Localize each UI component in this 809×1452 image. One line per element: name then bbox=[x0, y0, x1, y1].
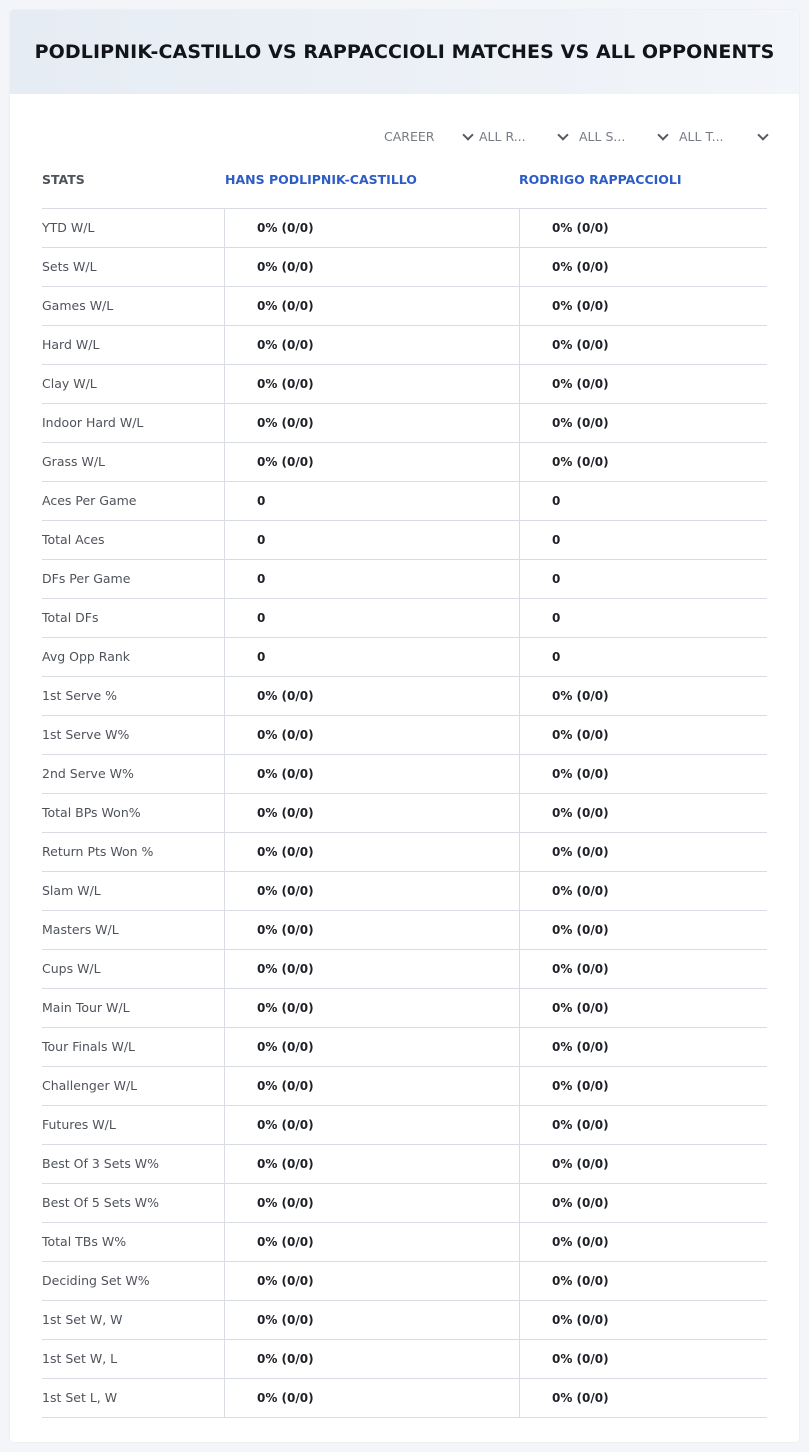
stat-label: Hard W/L bbox=[42, 337, 100, 352]
player2-value: 0% (0/0) bbox=[552, 1391, 609, 1405]
player1-value-cell bbox=[224, 1301, 519, 1339]
player2-value: 0% (0/0) bbox=[552, 1001, 609, 1015]
player2-value: 0% (0/0) bbox=[552, 377, 609, 391]
player2-value-cell bbox=[519, 872, 768, 910]
player2-value: 0% (0/0) bbox=[552, 1235, 609, 1249]
player1-value-cell bbox=[224, 989, 519, 1027]
stats-card bbox=[10, 10, 799, 1442]
table-row bbox=[42, 755, 767, 794]
chevron-down-icon bbox=[757, 129, 768, 140]
player2-value: 0% (0/0) bbox=[552, 884, 609, 898]
player1-value: 0 bbox=[257, 494, 266, 508]
stat-label: Best Of 5 Sets W% bbox=[42, 1195, 160, 1210]
stat-label: Challenger W/L bbox=[42, 1078, 138, 1093]
player1-value: 0% (0/0) bbox=[257, 1274, 314, 1288]
player1-value: 0% (0/0) bbox=[257, 689, 314, 703]
stat-label: Indoor Hard W/L bbox=[42, 415, 144, 430]
player1-value: 0 bbox=[257, 533, 266, 547]
player1-value: 0% (0/0) bbox=[257, 884, 314, 898]
filter-label: CAREER bbox=[384, 128, 435, 144]
player2-link[interactable]: RODRIGO RAPPACCIOLI bbox=[519, 172, 682, 187]
table-row bbox=[42, 521, 767, 560]
stat-label: Sets W/L bbox=[42, 259, 97, 274]
player1-value-cell bbox=[224, 716, 519, 754]
player1-value-cell bbox=[224, 1340, 519, 1378]
player1-value-cell bbox=[224, 1106, 519, 1144]
player1-value-cell bbox=[224, 1184, 519, 1222]
player1-value-cell bbox=[224, 1145, 519, 1183]
player1-value-cell bbox=[224, 326, 519, 364]
player1-value-cell bbox=[224, 1067, 519, 1105]
table-header bbox=[42, 170, 767, 209]
table-row bbox=[42, 482, 767, 521]
player2-value: 0% (0/0) bbox=[552, 299, 609, 313]
player2-value-cell bbox=[519, 1223, 768, 1261]
stat-label: Total TBs W% bbox=[42, 1234, 127, 1249]
player1-value: 0% (0/0) bbox=[257, 728, 314, 742]
stat-label: Deciding Set W% bbox=[42, 1273, 150, 1288]
stats-table bbox=[42, 170, 767, 1418]
table-row bbox=[42, 833, 767, 872]
stat-label: YTD W/L bbox=[42, 220, 95, 235]
player1-value-cell bbox=[224, 872, 519, 910]
table-row bbox=[42, 1223, 767, 1262]
stat-label: 1st Set L, W bbox=[42, 1390, 118, 1405]
player1-value: 0% (0/0) bbox=[257, 1235, 314, 1249]
player2-value: 0% (0/0) bbox=[552, 1274, 609, 1288]
chevron-down-icon bbox=[657, 129, 668, 140]
table-row bbox=[42, 326, 767, 365]
stat-label: Masters W/L bbox=[42, 922, 119, 937]
stat-label: 1st Set W, L bbox=[42, 1351, 118, 1366]
table-row bbox=[42, 950, 767, 989]
tournament-filter-select[interactable] bbox=[679, 124, 771, 148]
player1-value: 0% (0/0) bbox=[257, 1118, 314, 1132]
player1-value: 0 bbox=[257, 572, 266, 586]
chevron-down-icon bbox=[462, 129, 473, 140]
table-row bbox=[42, 248, 767, 287]
table-row bbox=[42, 1184, 767, 1223]
table-row bbox=[42, 1340, 767, 1379]
table-row bbox=[42, 638, 767, 677]
table-row bbox=[42, 209, 767, 248]
player1-value: 0% (0/0) bbox=[257, 260, 314, 274]
player2-value-cell bbox=[519, 716, 768, 754]
stat-label: Futures W/L bbox=[42, 1117, 116, 1132]
player2-value-cell bbox=[519, 1262, 768, 1300]
table-row bbox=[42, 599, 767, 638]
player2-value: 0% (0/0) bbox=[552, 1313, 609, 1327]
player2-value: 0% (0/0) bbox=[552, 1157, 609, 1171]
page-title: PODLIPNIK-CASTILLO VS RAPPACCIOLI MATCHES VS ALL OPPONENTS bbox=[34, 41, 775, 63]
player2-value: 0% (0/0) bbox=[552, 962, 609, 976]
stat-label: Total DFs bbox=[42, 610, 99, 625]
player2-value-cell bbox=[519, 443, 768, 481]
stat-label: 1st Serve % bbox=[42, 688, 118, 703]
player1-value-cell bbox=[224, 677, 519, 715]
player2-value-cell bbox=[519, 1067, 768, 1105]
player2-value-cell bbox=[519, 365, 768, 403]
player1-value: 0% (0/0) bbox=[257, 338, 314, 352]
stat-label: DFs Per Game bbox=[42, 571, 131, 586]
player2-value: 0 bbox=[552, 572, 561, 586]
player2-value: 0% (0/0) bbox=[552, 923, 609, 937]
table-row bbox=[42, 365, 767, 404]
player1-value: 0% (0/0) bbox=[257, 1157, 314, 1171]
stat-label: Avg Opp Rank bbox=[42, 649, 131, 664]
stat-label: Best Of 3 Sets W% bbox=[42, 1156, 160, 1171]
stat-label: Slam W/L bbox=[42, 883, 101, 898]
table-body bbox=[42, 209, 767, 1418]
player2-value-cell bbox=[519, 326, 768, 364]
player2-value-cell bbox=[519, 482, 768, 520]
player1-value-cell bbox=[224, 365, 519, 403]
player1-value-cell bbox=[224, 443, 519, 481]
player2-value: 0% (0/0) bbox=[552, 689, 609, 703]
player1-value: 0% (0/0) bbox=[257, 1313, 314, 1327]
player2-value: 0% (0/0) bbox=[552, 1196, 609, 1210]
player2-value-cell bbox=[519, 1340, 768, 1378]
player2-value: 0% (0/0) bbox=[552, 455, 609, 469]
player1-value-cell bbox=[224, 248, 519, 286]
player2-value: 0% (0/0) bbox=[552, 1079, 609, 1093]
stat-label: 1st Set W, W bbox=[42, 1312, 123, 1327]
player1-value: 0% (0/0) bbox=[257, 845, 314, 859]
table-row bbox=[42, 716, 767, 755]
table-row bbox=[42, 1106, 767, 1145]
table-row bbox=[42, 1301, 767, 1340]
player1-value: 0% (0/0) bbox=[257, 416, 314, 430]
player1-value: 0% (0/0) bbox=[257, 455, 314, 469]
table-row bbox=[42, 404, 767, 443]
table-row bbox=[42, 560, 767, 599]
player1-value: 0% (0/0) bbox=[257, 221, 314, 235]
player1-value-cell bbox=[224, 638, 519, 676]
player2-value: 0 bbox=[552, 650, 561, 664]
player1-value-cell bbox=[224, 1223, 519, 1261]
player2-value: 0 bbox=[552, 533, 561, 547]
player2-value-cell bbox=[519, 1301, 768, 1339]
player1-value-cell bbox=[224, 404, 519, 442]
player2-value: 0% (0/0) bbox=[552, 806, 609, 820]
player1-value: 0% (0/0) bbox=[257, 1196, 314, 1210]
career-filter-select[interactable] bbox=[384, 124, 476, 148]
player2-value: 0% (0/0) bbox=[552, 416, 609, 430]
player2-value-cell bbox=[519, 911, 768, 949]
player1-value: 0% (0/0) bbox=[257, 1040, 314, 1054]
player1-value-cell bbox=[224, 911, 519, 949]
player2-value-cell bbox=[519, 638, 768, 676]
player1-link[interactable]: HANS PODLIPNIK-CASTILLO bbox=[225, 172, 417, 187]
player1-value: 0% (0/0) bbox=[257, 962, 314, 976]
stat-label: Cups W/L bbox=[42, 961, 101, 976]
player2-value-cell bbox=[519, 833, 768, 871]
player1-value-cell bbox=[224, 755, 519, 793]
card-header bbox=[10, 10, 799, 94]
player2-value: 0% (0/0) bbox=[552, 338, 609, 352]
player2-value: 0% (0/0) bbox=[552, 1040, 609, 1054]
stat-label: Total Aces bbox=[42, 532, 105, 547]
player1-value: 0% (0/0) bbox=[257, 1079, 314, 1093]
table-row bbox=[42, 1067, 767, 1106]
player1-value-cell bbox=[224, 209, 519, 247]
player2-value: 0% (0/0) bbox=[552, 728, 609, 742]
table-row bbox=[42, 1262, 767, 1301]
player1-value-cell bbox=[224, 1379, 519, 1417]
player1-value-cell bbox=[224, 599, 519, 637]
player2-value-cell bbox=[519, 794, 768, 832]
player2-value-cell bbox=[519, 599, 768, 637]
player2-value: 0% (0/0) bbox=[552, 221, 609, 235]
filter-label: ALL R... bbox=[479, 128, 526, 144]
player2-value-cell bbox=[519, 1145, 768, 1183]
player1-value: 0% (0/0) bbox=[257, 1391, 314, 1405]
stat-label: 1st Serve W% bbox=[42, 727, 130, 742]
player1-value: 0% (0/0) bbox=[257, 806, 314, 820]
table-row bbox=[42, 1028, 767, 1067]
player1-value-cell bbox=[224, 521, 519, 559]
table-row bbox=[42, 989, 767, 1028]
table-row bbox=[42, 443, 767, 482]
player2-value-cell bbox=[519, 1184, 768, 1222]
stat-label: Grass W/L bbox=[42, 454, 106, 469]
player2-value-cell bbox=[519, 755, 768, 793]
player2-value: 0% (0/0) bbox=[552, 260, 609, 274]
table-row bbox=[42, 287, 767, 326]
player1-value: 0% (0/0) bbox=[257, 299, 314, 313]
player2-value-cell bbox=[519, 677, 768, 715]
player2-value: 0% (0/0) bbox=[552, 1118, 609, 1132]
player1-value-cell bbox=[224, 950, 519, 988]
table-row bbox=[42, 1379, 767, 1418]
player1-value-cell bbox=[224, 833, 519, 871]
player2-value-cell bbox=[519, 950, 768, 988]
stat-label: Tour Finals W/L bbox=[42, 1039, 136, 1054]
filter-bar bbox=[10, 124, 799, 150]
player2-value: 0 bbox=[552, 611, 561, 625]
table-row bbox=[42, 872, 767, 911]
stat-label: Total BPs Won% bbox=[42, 805, 141, 820]
stat-label: Main Tour W/L bbox=[42, 1000, 130, 1015]
player1-value-cell bbox=[224, 794, 519, 832]
player2-value: 0% (0/0) bbox=[552, 767, 609, 781]
player2-value-cell bbox=[519, 404, 768, 442]
filter-label: ALL S... bbox=[579, 128, 626, 144]
player1-value-cell bbox=[224, 560, 519, 598]
player2-value-cell bbox=[519, 560, 768, 598]
stats-column-header: STATS bbox=[42, 172, 85, 187]
player1-value-cell bbox=[224, 287, 519, 325]
table-row bbox=[42, 1145, 767, 1184]
surface-filter-select[interactable] bbox=[579, 124, 671, 148]
player2-value: 0% (0/0) bbox=[552, 845, 609, 859]
stat-label: Return Pts Won % bbox=[42, 844, 154, 859]
stat-label: Aces Per Game bbox=[42, 493, 137, 508]
table-row bbox=[42, 911, 767, 950]
filter-label: ALL T... bbox=[679, 128, 724, 144]
player2-value-cell bbox=[519, 1028, 768, 1066]
player1-value-cell bbox=[224, 1262, 519, 1300]
stat-label: Games W/L bbox=[42, 298, 114, 313]
stat-label: Clay W/L bbox=[42, 376, 97, 391]
player2-value: 0 bbox=[552, 494, 561, 508]
player1-value: 0% (0/0) bbox=[257, 923, 314, 937]
player1-value-cell bbox=[224, 482, 519, 520]
player2-value-cell bbox=[519, 248, 768, 286]
player2-value-cell bbox=[519, 989, 768, 1027]
player2-value-cell bbox=[519, 1379, 768, 1417]
player2-value-cell bbox=[519, 1106, 768, 1144]
table-row bbox=[42, 794, 767, 833]
player2-value-cell bbox=[519, 209, 768, 247]
player1-value: 0% (0/0) bbox=[257, 1352, 314, 1366]
player2-value-cell bbox=[519, 287, 768, 325]
player1-value: 0% (0/0) bbox=[257, 1001, 314, 1015]
table-row bbox=[42, 677, 767, 716]
player1-value: 0% (0/0) bbox=[257, 377, 314, 391]
player2-value: 0% (0/0) bbox=[552, 1352, 609, 1366]
chevron-down-icon bbox=[557, 129, 568, 140]
round-filter-select[interactable] bbox=[479, 124, 571, 148]
player1-value: 0 bbox=[257, 611, 266, 625]
player1-value: 0% (0/0) bbox=[257, 767, 314, 781]
player1-value: 0 bbox=[257, 650, 266, 664]
player2-value-cell bbox=[519, 521, 768, 559]
player1-value-cell bbox=[224, 1028, 519, 1066]
stat-label: 2nd Serve W% bbox=[42, 766, 134, 781]
